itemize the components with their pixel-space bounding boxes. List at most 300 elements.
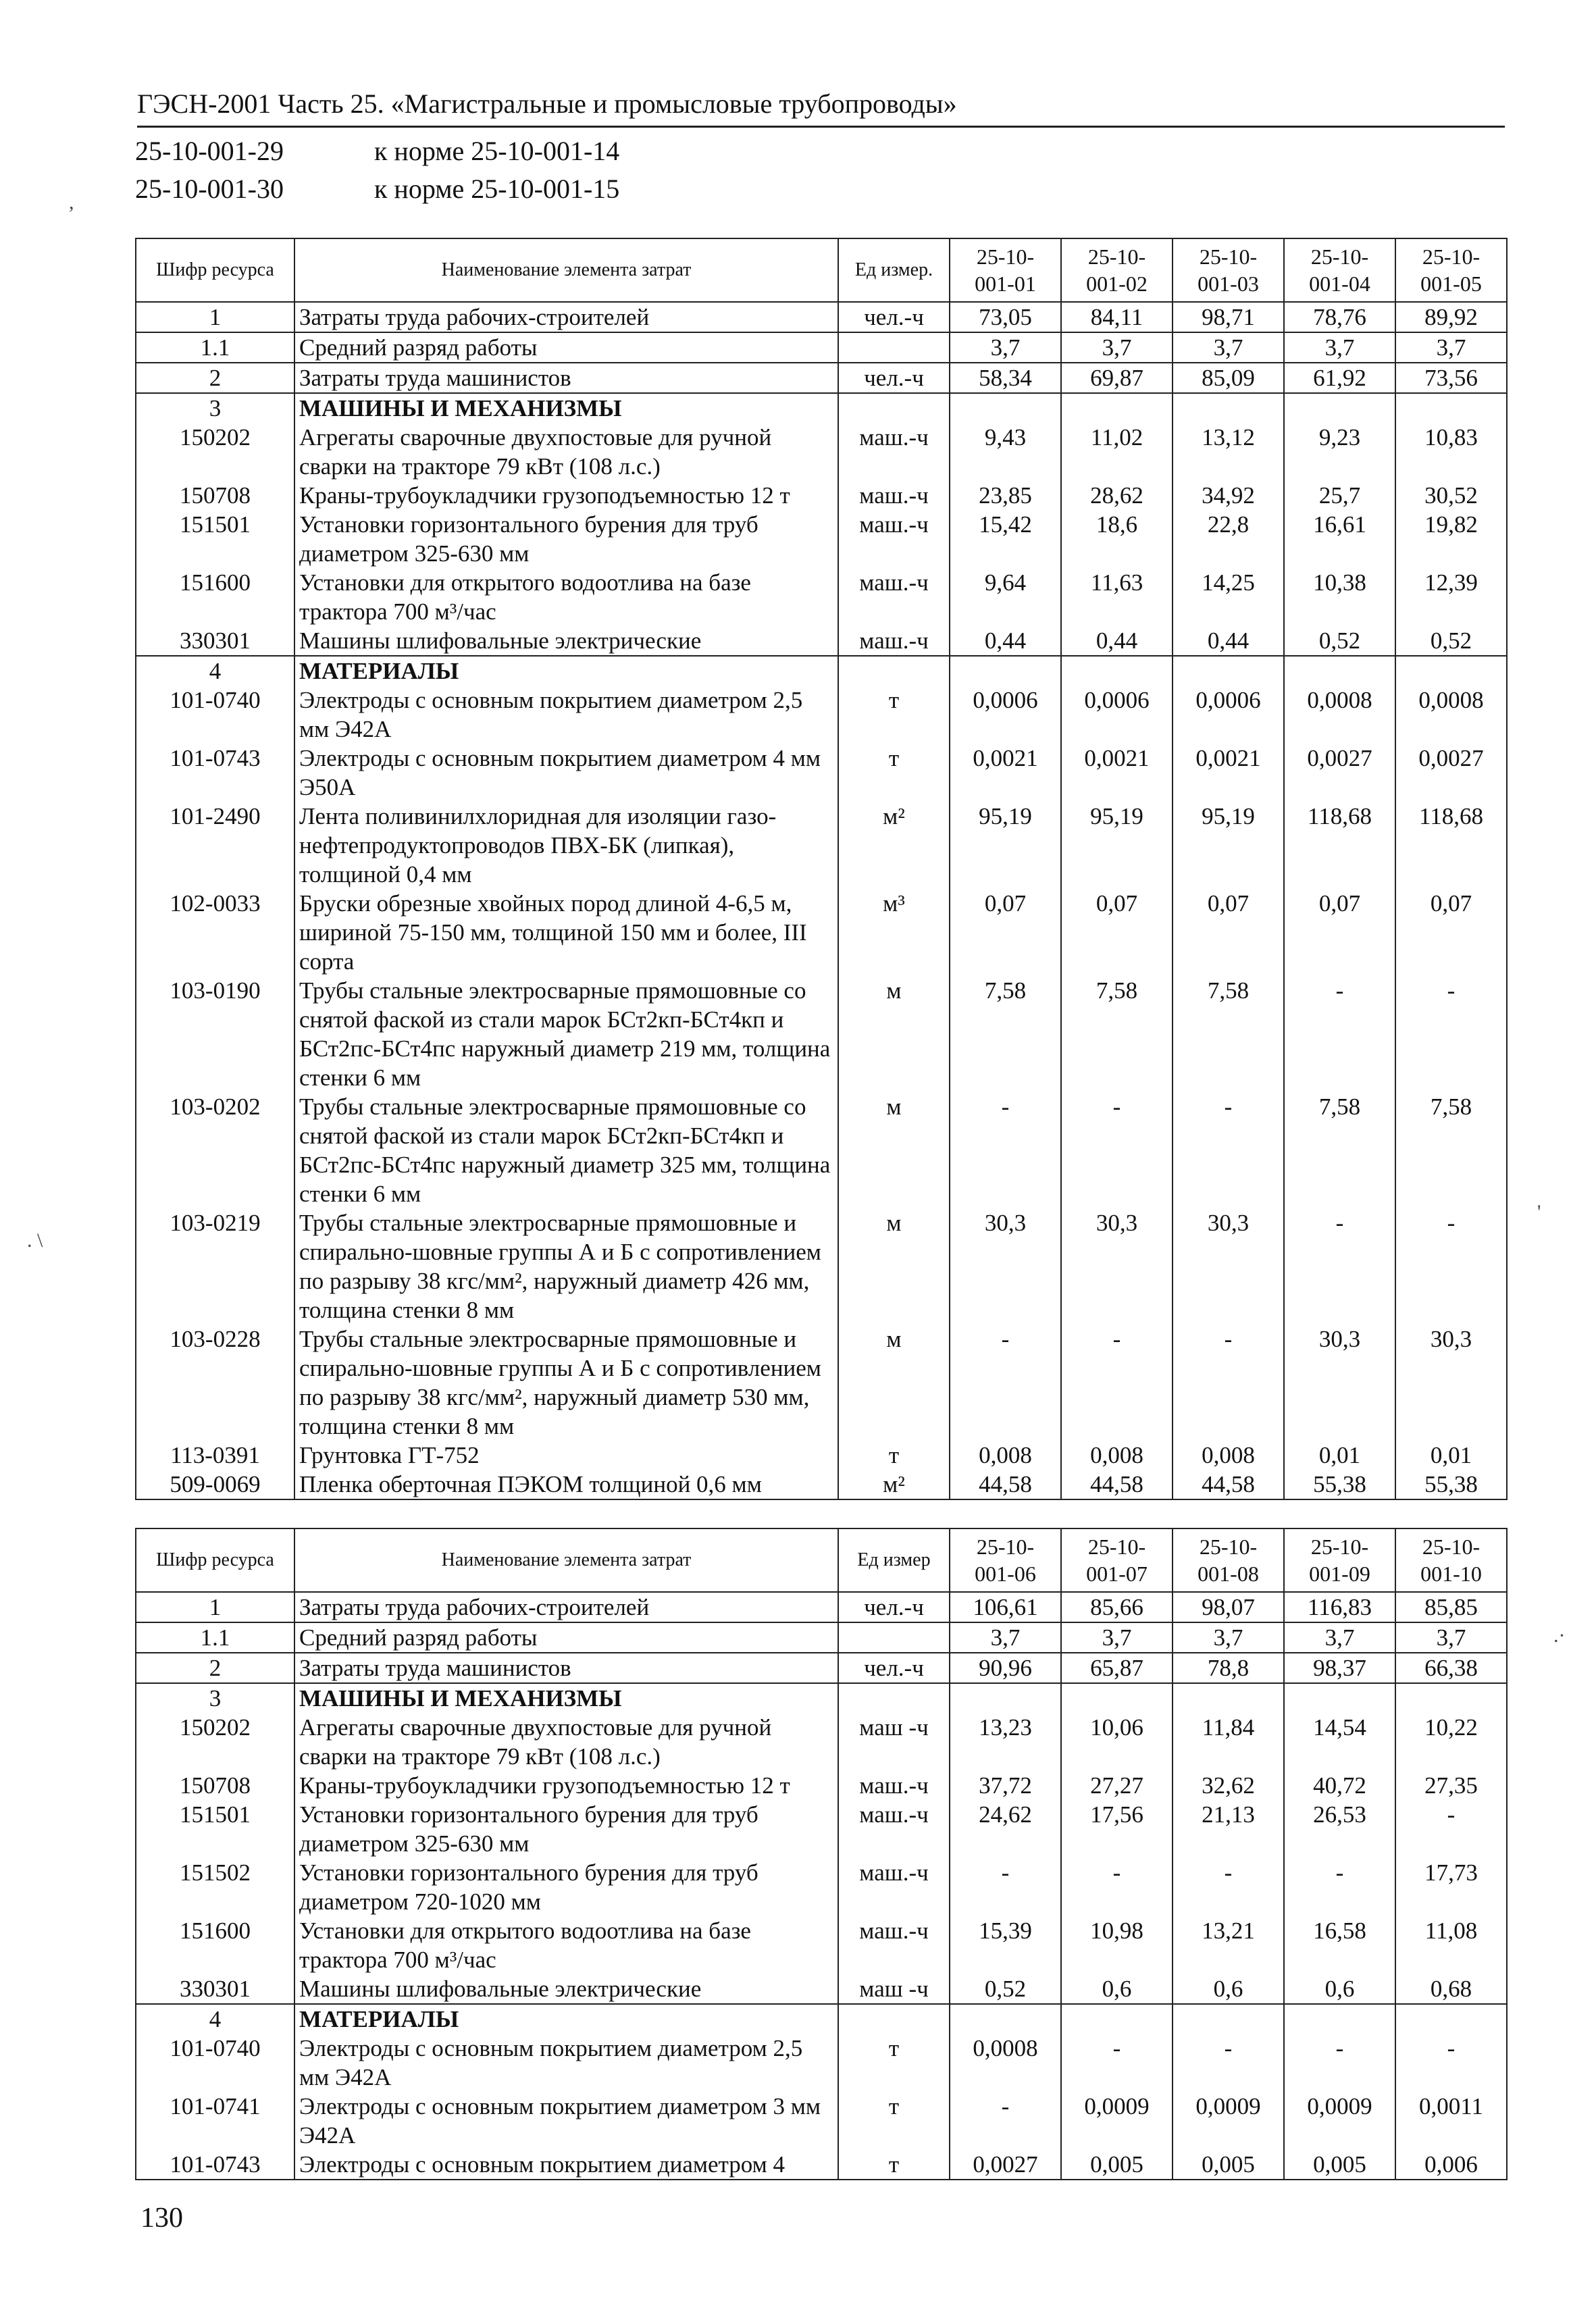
norm-value: 0,0009	[1284, 2092, 1395, 2150]
norm-value: 61,92	[1284, 363, 1395, 393]
unit: м²	[838, 802, 950, 889]
resource-code: 330301	[136, 626, 294, 656]
cost-element-name: Пленка оберточная ПЭКОМ толщиной 0,6 мм	[294, 1470, 838, 1499]
norm-value: 0,52	[950, 1974, 1061, 2004]
page-number: 130	[140, 2203, 183, 2234]
norm-value: 3,7	[950, 332, 1061, 363]
norm-value: 7,58	[1284, 1092, 1395, 1208]
cost-element-name: Установки горизонтального бурения для труб диаметром 720-1020 мм	[294, 1858, 838, 1916]
norm-value: 3,7	[1284, 1622, 1395, 1653]
norm-value: 23,85	[950, 481, 1061, 510]
norm-value: -	[1395, 2034, 1507, 2092]
table-row	[136, 481, 1507, 510]
norm-value: 10,83	[1395, 423, 1507, 481]
norm-note: к норме 25-10-001-15	[374, 174, 620, 204]
unit	[838, 1683, 950, 1713]
unit: м	[838, 1325, 950, 1441]
norm-value: -	[950, 1325, 1061, 1441]
norm-value: 0,0008	[1284, 686, 1395, 744]
norm-value: 73,05	[950, 302, 1061, 332]
norm-value: -	[1395, 1208, 1507, 1325]
unit	[838, 393, 950, 423]
norm-value: 7,58	[1061, 976, 1173, 1092]
cost-element-name: Агрегаты сварочные двухпостовые для ручной сварки на тракторе 79 кВт (108 л.с.)	[294, 423, 838, 481]
cost-element-name: Трубы стальные электросварные прямошовные и спирально-шовные группы А и Б с сопротивлением по разрыву 38 кгс/мм², наружный диаметр 426 мм, толщина стенки 8 мм	[294, 1208, 838, 1325]
norm-value: 0,6	[1284, 1974, 1395, 2004]
table-row	[136, 802, 1507, 889]
resource-table-2	[135, 1528, 1508, 2180]
norm-value	[1395, 656, 1507, 686]
norm-value: 0,0027	[950, 2150, 1061, 2180]
unit: т	[838, 2034, 950, 2092]
scan-speck: ,	[69, 191, 74, 213]
resource-code: 330301	[136, 1974, 294, 2004]
table-row	[136, 1800, 1507, 1858]
table-row	[136, 2034, 1507, 2092]
cost-element-name: Электроды с основным покрытием диаметром 4 мм Э50А	[294, 744, 838, 802]
norm-value	[1061, 393, 1173, 423]
cost-element-name: Электроды с основным покрытием диаметром 2,5 мм Э42А	[294, 686, 838, 744]
cost-element-name: Средний разряд работы	[294, 332, 838, 363]
table-row	[136, 1622, 1507, 1653]
resource-code: 151600	[136, 1916, 294, 1974]
norm-value: 44,58	[1173, 1470, 1284, 1499]
cost-element-name: Трубы стальные электросварные прямошовные со снятой фаской из стали марок БСт2кп-БСт4кп и БСт2пс-БСт4пс наружный диаметр 219 мм, толщина стенки 6 мм	[294, 976, 838, 1092]
norm-value: 65,87	[1061, 1653, 1173, 1683]
table-header-row	[136, 1528, 1507, 1592]
header-name: Наименование элемента затрат	[294, 238, 838, 302]
norm-value: 26,53	[1284, 1800, 1395, 1858]
table-row	[136, 1653, 1507, 1683]
norm-value: 18,6	[1061, 510, 1173, 568]
norm-value: 85,09	[1173, 363, 1284, 393]
norm-value: 40,72	[1284, 1771, 1395, 1800]
norm-value: 16,58	[1284, 1916, 1395, 1974]
header-norm-column: 25-10- 001-02	[1061, 238, 1173, 302]
header-norm-column: 25-10- 001-08	[1173, 1528, 1284, 1592]
cost-element-name: Установки горизонтального бурения для труб диаметром 325-630 мм	[294, 1800, 838, 1858]
table-row	[136, 656, 1507, 686]
norm-value: 25,7	[1284, 481, 1395, 510]
scan-speck: '	[1537, 1201, 1541, 1223]
norm-value	[1173, 656, 1284, 686]
norm-value: 0,0027	[1284, 744, 1395, 802]
resource-code: 509-0069	[136, 1470, 294, 1499]
resource-code: 4	[136, 2004, 294, 2034]
norm-value: 0,44	[1061, 626, 1173, 656]
unit: маш.-ч	[838, 1800, 950, 1858]
cost-element-name: Бруски обрезные хвойных пород длиной 4-6,5 м, шириной 75-150 мм, толщиной 150 мм и более, III сорта	[294, 889, 838, 976]
header-norm-column: 25-10- 001-04	[1284, 238, 1395, 302]
norm-value: 0,0008	[950, 2034, 1061, 2092]
norm-value: 15,42	[950, 510, 1061, 568]
cost-element-name: Машины шлифовальные электрические	[294, 626, 838, 656]
norm-value: 9,64	[950, 568, 1061, 626]
resource-code: 151501	[136, 1800, 294, 1858]
unit: м	[838, 1208, 950, 1325]
resource-code: 1	[136, 1592, 294, 1622]
resource-code: 2	[136, 1653, 294, 1683]
cost-element-name: Затраты труда рабочих-строителей	[294, 1592, 838, 1622]
resource-code: 150708	[136, 1771, 294, 1800]
norm-note: к норме 25-10-001-14	[374, 136, 620, 166]
table-row	[136, 332, 1507, 363]
norm-value: 3,7	[1284, 332, 1395, 363]
norm-value: 0,008	[950, 1441, 1061, 1470]
norm-value: 11,63	[1061, 568, 1173, 626]
resource-code: 3	[136, 1683, 294, 1713]
resource-code: 103-0190	[136, 976, 294, 1092]
cost-element-name: Электроды с основным покрытием диаметром 4	[294, 2150, 838, 2180]
header-norm-column: 25-10- 001-10	[1395, 1528, 1507, 1592]
norm-value: -	[1173, 1325, 1284, 1441]
norm-value: 0,008	[1061, 1441, 1173, 1470]
norm-value: 44,58	[950, 1470, 1061, 1499]
table-row	[136, 1441, 1507, 1470]
unit: чел.-ч	[838, 1592, 950, 1622]
norm-value: 3,7	[1173, 1622, 1284, 1653]
norm-value: 116,83	[1284, 1592, 1395, 1622]
unit: маш.-ч	[838, 1858, 950, 1916]
page-header	[137, 86, 1505, 128]
unit: т	[838, 686, 950, 744]
norm-value: 0,52	[1284, 626, 1395, 656]
norm-value: 58,34	[950, 363, 1061, 393]
table-row	[136, 2092, 1507, 2150]
norm-value: 90,96	[950, 1653, 1061, 1683]
resource-table-1	[135, 238, 1508, 1500]
header-norm-column: 25-10- 001-09	[1284, 1528, 1395, 1592]
cost-element-name: МАТЕРИАЛЫ	[294, 2004, 838, 2034]
norm-value: 0,0009	[1173, 2092, 1284, 2150]
resource-code: 102-0033	[136, 889, 294, 976]
norm-value: 11,08	[1395, 1916, 1507, 1974]
norm-value: 0,01	[1395, 1441, 1507, 1470]
norm-value: 30,3	[950, 1208, 1061, 1325]
resource-code: 103-0228	[136, 1325, 294, 1441]
norm-value: 13,23	[950, 1713, 1061, 1771]
resource-code: 151502	[136, 1858, 294, 1916]
table-row	[136, 568, 1507, 626]
table-row	[136, 510, 1507, 568]
norm-value: 0,07	[950, 889, 1061, 976]
norm-value: 13,12	[1173, 423, 1284, 481]
table-row	[136, 1771, 1507, 1800]
norm-value: 0,44	[1173, 626, 1284, 656]
scan-speck: .·	[1553, 1624, 1566, 1647]
unit	[838, 656, 950, 686]
norm-value: 10,22	[1395, 1713, 1507, 1771]
norm-value: 10,38	[1284, 568, 1395, 626]
norm-value	[950, 2004, 1061, 2034]
norm-value: 14,54	[1284, 1713, 1395, 1771]
unit: чел.-ч	[838, 363, 950, 393]
norm-value: 84,11	[1061, 302, 1173, 332]
norm-value: 118,68	[1395, 802, 1507, 889]
cost-element-name: Установки для открытого водоотлива на базе трактора 700 м³/час	[294, 568, 838, 626]
unit	[838, 2004, 950, 2034]
norm-value: 89,92	[1395, 302, 1507, 332]
norm-value: 28,62	[1061, 481, 1173, 510]
table-row	[136, 686, 1507, 744]
norm-value	[1395, 393, 1507, 423]
table-row	[136, 2150, 1507, 2180]
norm-value: 9,23	[1284, 423, 1395, 481]
table-row	[136, 1592, 1507, 1622]
norm-value: 0,005	[1061, 2150, 1173, 2180]
norm-value: 30,3	[1395, 1325, 1507, 1441]
table-row	[136, 302, 1507, 332]
norm-value: 3,7	[1061, 1622, 1173, 1653]
norm-value: 0,005	[1284, 2150, 1395, 2180]
norm-value: -	[1284, 976, 1395, 1092]
norm-value: 30,3	[1061, 1208, 1173, 1325]
norm-value: 0,07	[1284, 889, 1395, 976]
resource-code: 150202	[136, 423, 294, 481]
unit: чел.-ч	[838, 302, 950, 332]
unit: маш -ч	[838, 1974, 950, 2004]
norm-value: 66,38	[1395, 1653, 1507, 1683]
header-norm-column: 25-10- 001-05	[1395, 238, 1507, 302]
norm-value: 11,84	[1173, 1713, 1284, 1771]
norm-value: 10,98	[1061, 1916, 1173, 1974]
norm-value: -	[1061, 1092, 1173, 1208]
norm-value: 21,13	[1173, 1800, 1284, 1858]
unit: т	[838, 1441, 950, 1470]
cost-element-name: Затраты труда рабочих-строителей	[294, 302, 838, 332]
table-row	[136, 393, 1507, 423]
norm-value: 9,43	[950, 423, 1061, 481]
norm-value: 0,68	[1395, 1974, 1507, 2004]
resource-code: 101-0741	[136, 2092, 294, 2150]
cost-element-name: Трубы стальные электросварные прямошовные и спирально-шовные группы А и Б с сопротивлением по разрыву 38 кгс/мм², наружный диаметр 530 мм, толщина стенки 8 мм	[294, 1325, 838, 1441]
norm-value: 15,39	[950, 1916, 1061, 1974]
table-row	[136, 423, 1507, 481]
cost-element-name: Трубы стальные электросварные прямошовные со снятой фаской из стали марок БСт2кп-БСт4кп и БСт2пс-БСт4пс наружный диаметр 325 мм, толщина стенки 6 мм	[294, 1092, 838, 1208]
resource-code: 150202	[136, 1713, 294, 1771]
unit: маш.-ч	[838, 626, 950, 656]
table-row	[136, 1208, 1507, 1325]
resource-code: 4	[136, 656, 294, 686]
norm-value: 73,56	[1395, 363, 1507, 393]
norm-value: 0,07	[1173, 889, 1284, 976]
norm-value: 0,0006	[950, 686, 1061, 744]
norm-value: 78,76	[1284, 302, 1395, 332]
unit: м³	[838, 889, 950, 976]
unit	[838, 1622, 950, 1653]
header-norm-column: 25-10- 001-01	[950, 238, 1061, 302]
resource-code: 1	[136, 302, 294, 332]
norm-value: 30,3	[1284, 1325, 1395, 1441]
norm-value: 0,005	[1173, 2150, 1284, 2180]
norm-value: 22,8	[1173, 510, 1284, 568]
unit: маш.-ч	[838, 423, 950, 481]
norm-value: 0,6	[1061, 1974, 1173, 2004]
norm-value: 55,38	[1284, 1470, 1395, 1499]
cost-element-name: Электроды с основным покрытием диаметром 2,5 мм Э42А	[294, 2034, 838, 2092]
norm-value	[1395, 2004, 1507, 2034]
norm-value: 19,82	[1395, 510, 1507, 568]
norm-value: 0,0021	[1173, 744, 1284, 802]
table-row	[136, 1683, 1507, 1713]
unit: маш.-ч	[838, 568, 950, 626]
unit: м	[838, 976, 950, 1092]
norm-value: -	[1061, 1858, 1173, 1916]
unit: т	[838, 744, 950, 802]
norm-value: 17,73	[1395, 1858, 1507, 1916]
norm-value: 0,0021	[950, 744, 1061, 802]
resource-code: 113-0391	[136, 1441, 294, 1470]
norm-value: 0,006	[1395, 2150, 1507, 2180]
table-header-row	[136, 238, 1507, 302]
norm-value: 3,7	[1061, 332, 1173, 363]
norm-value: 95,19	[1173, 802, 1284, 889]
norm-value: 0,0027	[1395, 744, 1507, 802]
norm-value: 0,6	[1173, 1974, 1284, 2004]
norm-value: 85,66	[1061, 1592, 1173, 1622]
table-row	[136, 1974, 1507, 2004]
norm-value: -	[1395, 1800, 1507, 1858]
resource-code: 1.1	[136, 332, 294, 363]
header-code: Шифр ресурса	[136, 238, 294, 302]
cost-element-name: Установки для открытого водоотлива на базе трактора 700 м³/час	[294, 1916, 838, 1974]
unit: маш.-ч	[838, 510, 950, 568]
norm-value: 12,39	[1395, 568, 1507, 626]
norm-value: 98,37	[1284, 1653, 1395, 1683]
norm-value: 7,58	[1395, 1092, 1507, 1208]
norm-value: -	[1173, 1092, 1284, 1208]
norm-value: 27,35	[1395, 1771, 1507, 1800]
header-code: Шифр ресурса	[136, 1528, 294, 1592]
cost-element-name: Установки горизонтального бурения для труб диаметром 325-630 мм	[294, 510, 838, 568]
unit: маш.-ч	[838, 1916, 950, 1974]
norm-value: 24,62	[950, 1800, 1061, 1858]
unit: м²	[838, 1470, 950, 1499]
resource-code: 101-0743	[136, 744, 294, 802]
header-unit: Ед измер.	[838, 238, 950, 302]
norm-value	[1284, 1683, 1395, 1713]
table-row	[136, 1092, 1507, 1208]
norm-value	[1284, 393, 1395, 423]
resource-code: 2	[136, 363, 294, 393]
resource-code: 150708	[136, 481, 294, 510]
table-row	[136, 363, 1507, 393]
resource-code: 101-0740	[136, 2034, 294, 2092]
resource-code: 1.1	[136, 1622, 294, 1653]
cost-element-name: Средний разряд работы	[294, 1622, 838, 1653]
norm-value: 3,7	[1395, 332, 1507, 363]
norm-value: 118,68	[1284, 802, 1395, 889]
norm-value	[950, 393, 1061, 423]
unit	[838, 332, 950, 363]
norm-value: -	[1173, 2034, 1284, 2092]
norm-value: 55,38	[1395, 1470, 1507, 1499]
norm-code: 25-10-001-30	[135, 174, 284, 204]
cost-element-name: Агрегаты сварочные двухпостовые для ручной сварки на тракторе 79 кВт (108 л.с.)	[294, 1713, 838, 1771]
norm-value: 69,87	[1061, 363, 1173, 393]
norm-value	[1061, 2004, 1173, 2034]
norm-value: 0,008	[1173, 1441, 1284, 1470]
resource-code: 103-0202	[136, 1092, 294, 1208]
resource-code: 3	[136, 393, 294, 423]
norm-value: -	[1284, 1858, 1395, 1916]
norm-value: 98,71	[1173, 302, 1284, 332]
norm-value: -	[950, 1858, 1061, 1916]
table-row	[136, 1858, 1507, 1916]
header-name: Наименование элемента затрат	[294, 1528, 838, 1592]
unit: м	[838, 1092, 950, 1208]
unit: т	[838, 2150, 950, 2180]
norm-value	[1173, 2004, 1284, 2034]
norm-value: -	[1061, 1325, 1173, 1441]
norm-value	[1061, 656, 1173, 686]
unit: маш.-ч	[838, 481, 950, 510]
norm-value: -	[1173, 1858, 1284, 1916]
header-norm-column: 25-10- 001-06	[950, 1528, 1061, 1592]
cost-element-name: Затраты труда машинистов	[294, 1653, 838, 1683]
norm-value: 0,07	[1395, 889, 1507, 976]
resource-code: 101-0743	[136, 2150, 294, 2180]
table-row	[136, 744, 1507, 802]
header-title: ГЭСН-2001 Часть 25. «Магистральные и промысловые трубопроводы»	[137, 88, 957, 119]
norm-value: 3,7	[1395, 1622, 1507, 1653]
cost-element-name: Затраты труда машинистов	[294, 363, 838, 393]
table-row	[136, 626, 1507, 656]
resource-code: 103-0219	[136, 1208, 294, 1325]
norm-value: 30,52	[1395, 481, 1507, 510]
norm-value: 3,7	[950, 1622, 1061, 1653]
scan-speck: . \	[27, 1229, 43, 1252]
norm-value: 0,01	[1284, 1441, 1395, 1470]
cost-element-name: Краны-трубоукладчики грузоподъемностью 12 т	[294, 1771, 838, 1800]
norm-value: 3,7	[1173, 332, 1284, 363]
norm-value: 7,58	[1173, 976, 1284, 1092]
resource-code: 101-0740	[136, 686, 294, 744]
table-row	[136, 1916, 1507, 1974]
norm-value: 98,07	[1173, 1592, 1284, 1622]
norm-value: 0,0021	[1061, 744, 1173, 802]
norm-value	[1395, 1683, 1507, 1713]
norm-value: 0,07	[1061, 889, 1173, 976]
norm-value	[950, 656, 1061, 686]
cost-element-name: Машины шлифовальные электрические	[294, 1974, 838, 2004]
norm-value: 17,56	[1061, 1800, 1173, 1858]
cost-element-name: Электроды с основным покрытием диаметром 3 мм Э42А	[294, 2092, 838, 2150]
norm-value: 32,62	[1173, 1771, 1284, 1800]
table-row	[136, 889, 1507, 976]
header-norm-column: 25-10- 001-07	[1061, 1528, 1173, 1592]
norm-value: -	[950, 1092, 1061, 1208]
norm-value: 37,72	[950, 1771, 1061, 1800]
norm-value	[1061, 1683, 1173, 1713]
table-row	[136, 1325, 1507, 1441]
cost-element-name: Грунтовка ГТ-752	[294, 1441, 838, 1470]
table-row	[136, 976, 1507, 1092]
norm-value: 0,0006	[1061, 686, 1173, 744]
norm-value: 85,85	[1395, 1592, 1507, 1622]
norm-value: 106,61	[950, 1592, 1061, 1622]
norm-value: 95,19	[1061, 802, 1173, 889]
norm-reference	[135, 170, 619, 208]
norm-reference	[135, 132, 619, 170]
resource-code: 101-2490	[136, 802, 294, 889]
norm-value	[1173, 393, 1284, 423]
cost-element-name: Лента поливинилхлоридная для изоляции газо-нефтепродуктопроводов ПВХ-БК (липкая), толщиной 0,4 мм	[294, 802, 838, 889]
norm-value: -	[1284, 2034, 1395, 2092]
header-norm-column: 25-10- 001-03	[1173, 238, 1284, 302]
norm-value: 0,0006	[1173, 686, 1284, 744]
norm-value: 0,0011	[1395, 2092, 1507, 2150]
